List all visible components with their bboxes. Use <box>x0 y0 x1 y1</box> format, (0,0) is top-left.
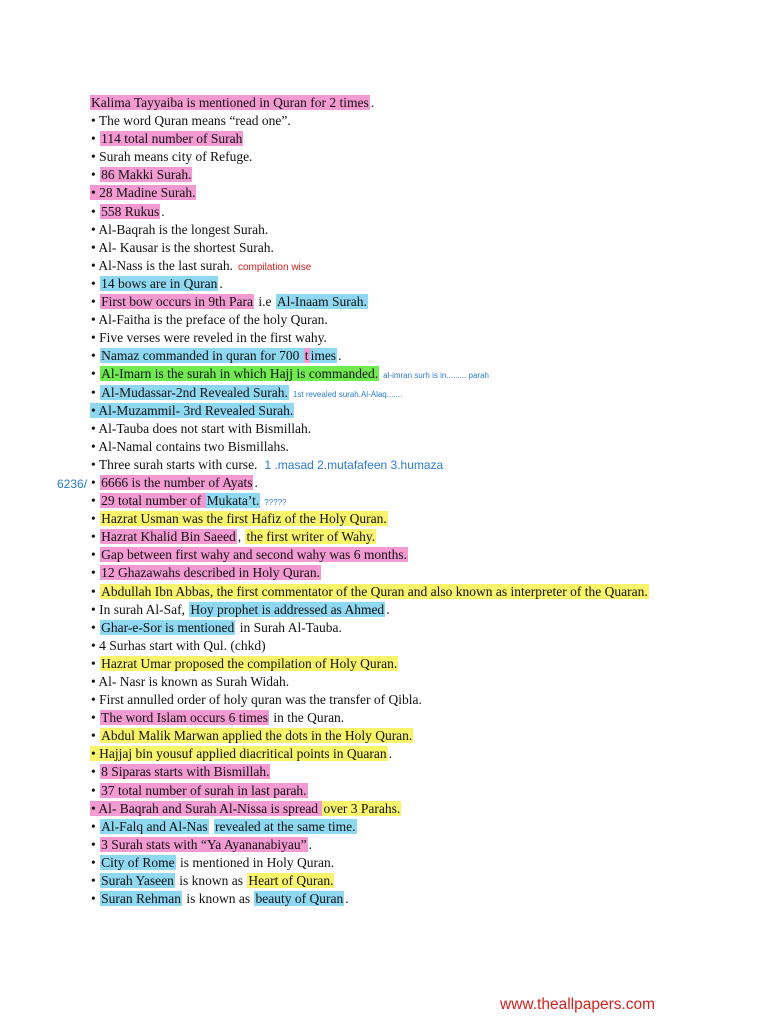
line-text: is known as <box>182 891 254 907</box>
line-text: • <box>91 547 100 563</box>
line-text: • <box>91 203 100 219</box>
list-item <box>90 221 690 239</box>
list-item <box>90 438 690 456</box>
list-item <box>90 492 690 510</box>
line-text: • <box>91 836 100 852</box>
line-text: • <box>91 511 100 527</box>
line-text: i.e <box>254 294 275 310</box>
list-item <box>90 347 690 365</box>
highlighted-text: First bow occurs in 9th Para <box>101 294 253 310</box>
margin-annotation: 6236/ <box>57 476 88 491</box>
highlighted-text: Hoy prophet is addressed as Ahmed <box>190 601 385 617</box>
line-text: • <box>91 891 100 907</box>
line-text: • <box>91 728 100 744</box>
line-text: • <box>91 384 100 400</box>
footer-url[interactable]: www.theallpapers.com <box>500 996 656 1013</box>
highlighted-text: 12 Ghazawahs described in Holy Quran. <box>101 565 321 581</box>
list-item <box>90 528 690 546</box>
handwritten-annotation: 1st revealed surah.Al-Alaq....... <box>292 389 403 399</box>
line-text: • <box>91 710 100 726</box>
line-text: • Al-Faitha is the preface of the holy Quran. <box>91 312 328 328</box>
document-body <box>57 94 690 908</box>
list-item <box>90 166 690 184</box>
list-item <box>90 745 690 763</box>
handwritten-annotation: al-imran surh is in......... parah <box>383 371 489 381</box>
line-text: • <box>91 764 100 780</box>
list-item <box>90 311 690 329</box>
highlighted-text: revealed at the same time. <box>214 818 356 834</box>
highlighted-text: Al-Falq and Al-Nas <box>101 818 208 834</box>
highlighted-text: the first writer of Wahy. <box>246 529 376 545</box>
line-text: • <box>91 294 100 310</box>
line-text: • <box>91 131 100 147</box>
list-item <box>90 872 690 890</box>
list-item <box>90 691 690 709</box>
highlighted-text: Kalima Tayyaiba is mentioned in Quran for 2 times <box>91 95 369 110</box>
highlighted-text: Abdul Malik Marwan applied the dots in the Holy Quran. <box>101 728 413 744</box>
list-item <box>90 456 690 474</box>
list-item <box>90 800 690 818</box>
highlighted-text: Abdullah Ibn Abbas, the first commentator of the Quran and also known as interpreter of the Quaran. <box>101 583 648 599</box>
highlighted-text: beauty of Quran <box>255 891 344 907</box>
list-item <box>90 275 690 293</box>
line-text: • <box>91 854 100 870</box>
list-item <box>90 673 690 691</box>
list-item <box>90 112 690 130</box>
line-text: • <box>91 167 100 183</box>
line-text: . <box>308 836 312 852</box>
list-item <box>90 384 690 402</box>
highlighted-text: Hazrat Khalid Bin Saeed <box>101 529 236 545</box>
list-item <box>90 890 690 908</box>
line-text: • <box>91 583 100 599</box>
highlighted-text: • Al-Muzammil- 3rd Revealed Surah. <box>91 402 294 418</box>
list-item <box>90 546 690 564</box>
line-text: • <box>91 655 100 671</box>
highlighted-text: 86 Makki Surah. <box>101 167 192 183</box>
highlighted-text: 558 Rukus <box>101 203 160 219</box>
line-text: . <box>254 474 258 490</box>
list-item <box>90 329 690 347</box>
list-item <box>90 130 690 148</box>
list-item <box>90 420 690 438</box>
line-text: • <box>91 818 100 834</box>
line-text: • 4 Surhas start with Qul. (chkd) <box>91 637 266 653</box>
line-text: • Five verses were reveled in the first wahy. <box>91 330 327 346</box>
line-text: . <box>345 891 349 907</box>
line-text: • Al-Nass is the last surah. <box>91 257 233 273</box>
highlighted-text: • 28 Madine Surah. <box>91 185 196 201</box>
line-text: is mentioned in Holy Quran. <box>176 854 335 870</box>
line-text: • Al- Nasr is known as Surah Widah. <box>91 674 290 689</box>
line-text: . <box>386 601 390 617</box>
highlighted-text: Heart of Quran. <box>248 873 334 889</box>
list-item <box>90 583 690 601</box>
list-item <box>90 365 690 383</box>
highlighted-text: Gap between first wahy and second wahy was 6 months. <box>101 547 408 563</box>
list-item <box>90 257 690 275</box>
line-text: in Surah Al-Tauba. <box>236 619 342 635</box>
highlighted-text: 6666 is the number of Ayats <box>101 474 253 490</box>
list-item <box>90 782 690 800</box>
highlighted-text: The word Islam occurs 6 times <box>101 710 268 726</box>
list-item <box>90 203 690 221</box>
highlighted-text: 29 total number of <box>101 493 205 509</box>
highlighted-text: over 3 Parahs. <box>323 800 401 816</box>
line-text: • Surah means city of Refuge. <box>91 149 253 165</box>
list-item <box>90 402 690 420</box>
line-text: • The word Quran means “read one”. <box>91 113 291 129</box>
highlighted-text: Al-Inaam Surah. <box>276 294 367 310</box>
highlighted-text: • Al- Baqrah and Surah Al-Nissa is spread <box>91 800 322 816</box>
line-text: • Three surah starts with curse. <box>91 456 258 472</box>
line-text: • In surah Al-Saf, <box>91 601 189 617</box>
highlighted-text: Hazrat Usman was the first Hafiz of the Holy Quran. <box>101 511 387 527</box>
highlighted-text: 3 Surah stats with “Ya Ayananabiyau” <box>101 836 307 852</box>
handwritten-annotation: ????? <box>264 498 287 508</box>
line-text: . <box>338 348 342 364</box>
line-text: • Al-Tauba does not start with Bismillah. <box>91 420 312 436</box>
list-item <box>90 601 690 619</box>
line-text: • First annulled order of holy quran was the transfer of Qibla. <box>91 692 422 708</box>
line-text: . <box>370 95 375 110</box>
list-item <box>90 836 690 854</box>
highlighted-text: 14 bows are in Quran <box>101 275 218 291</box>
list-item <box>90 709 690 727</box>
line-text: • Al-Baqrah is the longest Surah. <box>91 221 269 237</box>
line-text: • <box>91 782 100 798</box>
line-text: • <box>91 474 100 490</box>
line-text: • <box>91 565 100 581</box>
list-item <box>90 727 690 745</box>
line-text: • <box>91 348 100 364</box>
highlighted-text: 114 total number of Surah <box>101 131 243 147</box>
highlighted-text: • Hajjaj bin yousuf applied diacritical points in Quaran <box>91 746 387 762</box>
line-text: • <box>91 366 100 382</box>
line-text: , <box>237 529 245 545</box>
highlighted-text: imes <box>310 348 337 364</box>
highlighted-text: Suran Rehman <box>101 891 181 907</box>
list-item <box>90 854 690 872</box>
list-item <box>90 619 690 637</box>
line-text: in the Quran. <box>269 710 345 726</box>
list-item <box>90 510 690 528</box>
line-text: • Al- Kausar is the shortest Surah. <box>91 239 274 255</box>
line-text: • <box>91 493 100 509</box>
list-item <box>90 655 690 673</box>
list-item <box>90 239 690 257</box>
highlighted-text: 37 total number of surah in last parah. <box>101 782 307 798</box>
line-text: • <box>91 619 100 635</box>
line-text: • Al-Namal contains two Bismillahs. <box>91 438 289 454</box>
list-item <box>90 184 690 202</box>
line-text: • <box>91 275 100 291</box>
handwritten-annotation: compilation wise <box>237 261 312 273</box>
list-item <box>90 293 690 311</box>
highlighted-text: Namaz commanded in quran for 700 <box>101 348 303 364</box>
list-item <box>57 474 690 492</box>
line-text: is known as <box>175 873 247 889</box>
highlighted-text: Ghar-e-Sor is mentioned <box>101 619 235 635</box>
list-item <box>90 637 690 655</box>
handwritten-annotation: 1 .masad 2.mutafafeen 3.humaza <box>264 457 444 472</box>
highlighted-text: 8 Siparas starts with Bismillah. <box>101 764 270 780</box>
list-item <box>90 564 690 582</box>
line-text: • <box>91 873 100 889</box>
list-item <box>90 94 690 112</box>
highlighted-text: Al-Mudassar-2nd Revealed Surah. <box>101 384 288 400</box>
list-item <box>90 818 690 836</box>
line-text: . <box>161 203 165 219</box>
highlighted-text: t <box>304 348 309 364</box>
line-text: • <box>91 529 100 545</box>
highlighted-text: Mukata’t. <box>206 493 260 509</box>
line-text: . <box>388 746 393 762</box>
highlighted-text: Al-Imarn is the surah in which Hajj is commanded. <box>101 366 379 382</box>
highlighted-text: City of Rome <box>101 854 175 870</box>
line-text: . <box>219 275 223 291</box>
highlighted-text: Hazrat Umar proposed the compilation of Holy Quran. <box>101 655 398 671</box>
list-item <box>90 763 690 781</box>
list-item <box>90 148 690 166</box>
highlighted-text: Surah Yaseen <box>101 873 174 889</box>
